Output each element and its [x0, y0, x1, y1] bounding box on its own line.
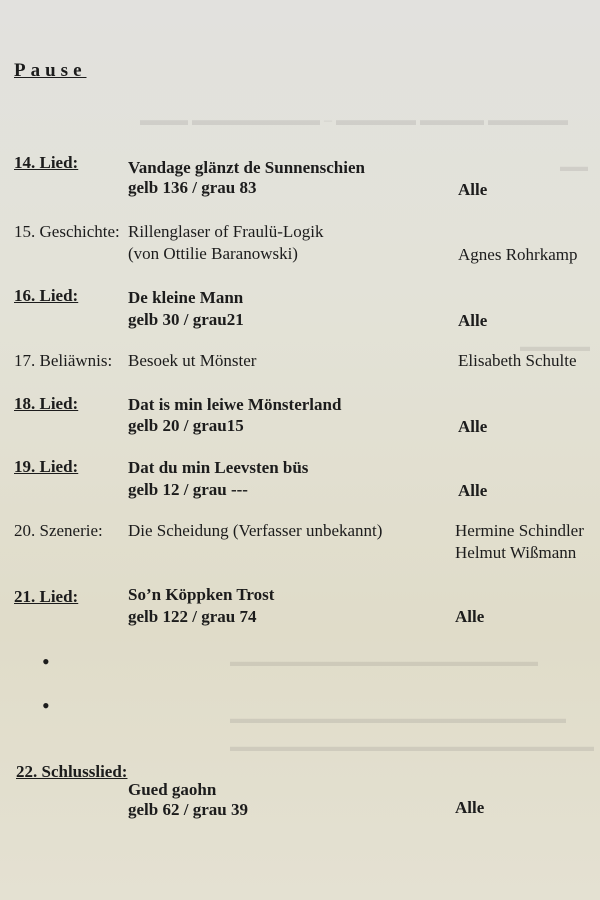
- item-title: So’n Köppken Trost: [128, 585, 275, 604]
- item-title: De kleine Mann: [128, 288, 244, 307]
- item-performer: Hermine Schindler: [455, 521, 584, 540]
- item-performer: Alle: [455, 607, 485, 626]
- item-hymn-numbers: gelb 136 / grau 83: [128, 178, 257, 197]
- item-hymn-numbers: gelb 122 / grau 74: [128, 607, 257, 626]
- item-performer: Alle: [458, 311, 488, 330]
- item-performer-2: Helmut Wißmann: [455, 543, 577, 562]
- item-title: Dat du min Leevsten büs: [128, 458, 309, 477]
- show-through-text: ▬▬▬▬▬▬▬▬▬▬▬▬▬▬▬▬▬▬▬▬▬▬▬▬▬▬: [230, 740, 594, 755]
- bullet: •: [42, 649, 50, 674]
- item-label: 17. Beliäwnis:: [14, 351, 113, 370]
- item-label: 16. Lied:: [14, 286, 79, 305]
- show-through-text: ▬▬▬▬▬▬▬▬▬▬▬▬▬▬▬▬▬▬▬▬▬▬: [230, 655, 538, 670]
- bullet: •: [42, 693, 50, 718]
- item-performer: Alle: [458, 481, 488, 500]
- item-hymn-numbers: gelb 62 / grau 39: [128, 800, 248, 819]
- item-performer: Agnes Rohrkamp: [458, 245, 578, 264]
- item-label: 19. Lied:: [14, 457, 79, 476]
- item-label: 18. Lied:: [14, 394, 79, 413]
- item-label: 20. Szenerie:: [14, 521, 103, 540]
- item-hymn-numbers: gelb 30 / grau21: [128, 310, 244, 329]
- item-title: Besoek ut Mönster: [128, 351, 257, 370]
- pause-heading: Pause: [14, 60, 87, 81]
- item-title: Vandage glänzt de Sunnenschien: [128, 158, 365, 177]
- item-performer: Alle: [458, 417, 488, 436]
- item-performer: Elisabeth Schulte: [458, 351, 577, 370]
- item-author: (von Ottilie Baranowski): [128, 244, 298, 263]
- item-hymn-numbers: gelb 12 / grau ---: [128, 480, 248, 499]
- item-title: Rillenglaser of Fraulü-Logik: [128, 222, 324, 241]
- show-through-text: ▬▬▬▬▬▬▬▬▬▬▬▬▬▬▬▬▬▬▬▬▬▬▬▬: [230, 712, 566, 727]
- show-through-text: ▬▬: [560, 160, 588, 175]
- show-through-text: ▬▬▬ ▬▬▬▬▬▬▬▬ – ▬▬▬▬▬ ▬▬▬▬ ▬▬▬▬▬: [140, 112, 568, 129]
- show-through-text: ▬▬▬▬▬: [520, 340, 590, 355]
- item-title: Die Scheidung (Verfasser unbekannt): [128, 521, 383, 540]
- item-hymn-numbers: gelb 20 / grau15: [128, 416, 244, 435]
- item-performer: Alle: [458, 180, 488, 199]
- item-label: 15. Geschichte:: [14, 222, 120, 241]
- item-label: 14. Lied:: [14, 153, 79, 172]
- item-title: Gued gaohn: [128, 780, 217, 799]
- item-label: 21. Lied:: [14, 587, 79, 606]
- item-label: 22. Schlusslied:: [16, 762, 128, 781]
- item-title: Dat is min leiwe Mönsterland: [128, 395, 342, 414]
- item-performer: Alle: [455, 798, 485, 817]
